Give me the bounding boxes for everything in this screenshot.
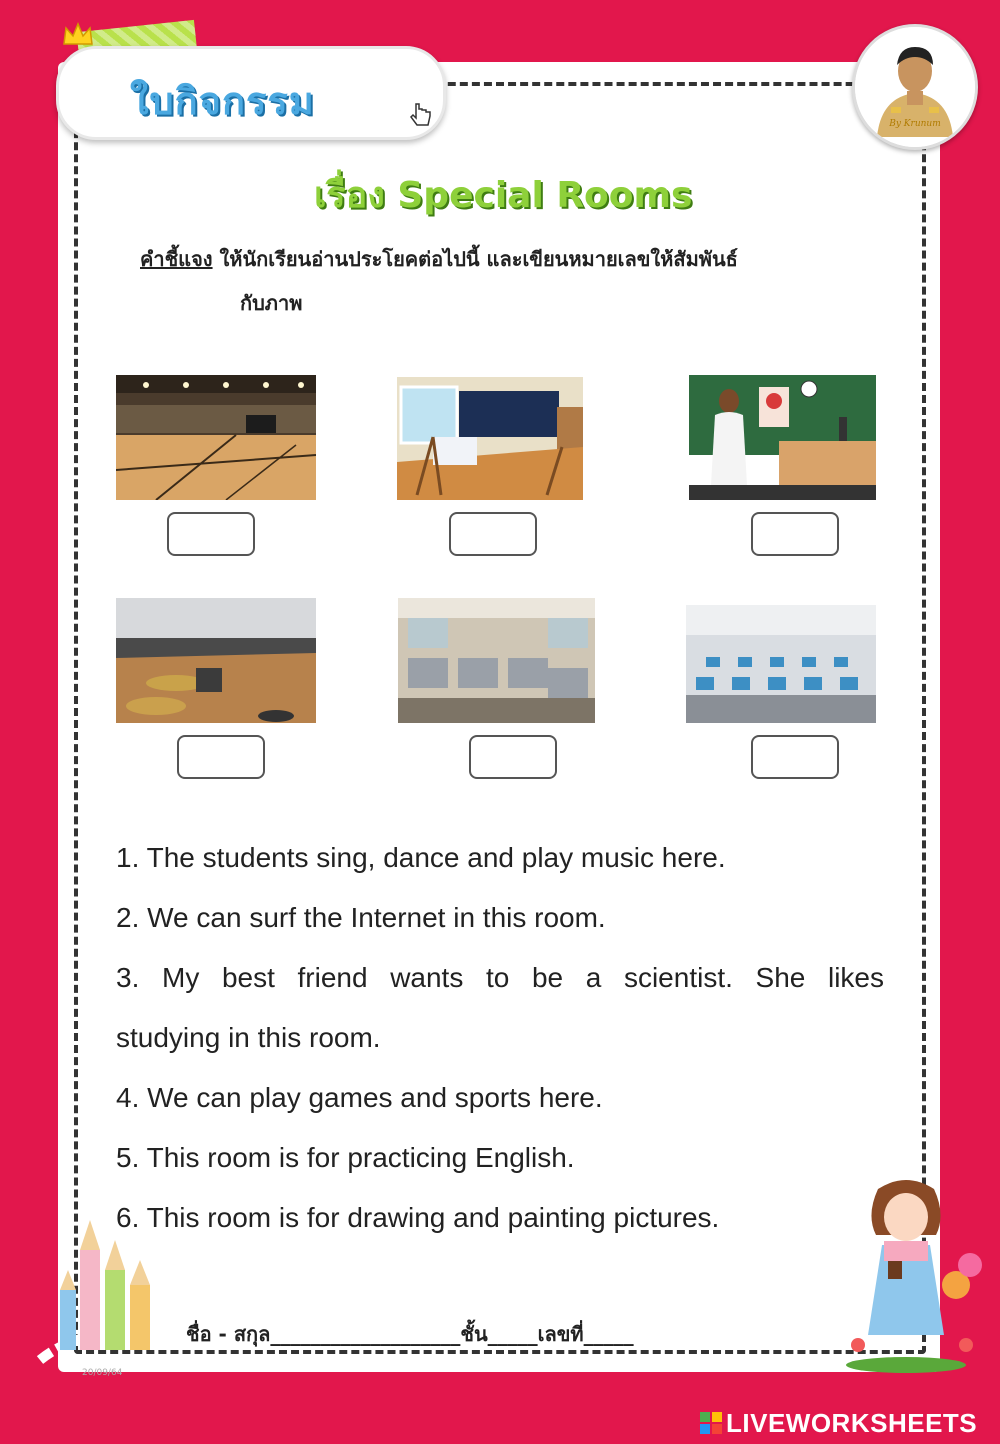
language-lab-photo	[398, 598, 595, 723]
answer-box-5[interactable]	[469, 735, 557, 779]
instructions	[140, 244, 860, 318]
answer-box-4[interactable]	[177, 735, 265, 779]
pencils-icon	[30, 1210, 180, 1380]
gymnasium-photo	[116, 375, 316, 500]
art-room-photo	[397, 377, 583, 500]
liveworksheets-brand: LIVEWORKSHEETS	[726, 1408, 978, 1438]
banner-title: ใบกิจกรรม	[130, 79, 315, 123]
teacher-portrait-icon	[855, 27, 975, 147]
instruction-label: คำชี้แจง	[140, 247, 213, 271]
name-class-number-line: ชื่อ - สกุล___________________ชั้น_____เลขที่_____	[186, 1322, 634, 1346]
datestamp: 20/09/64	[82, 1368, 123, 1378]
sentence-6: 6. This room is for drawing and painting pictures.	[116, 1202, 720, 1233]
science-lab-photo	[689, 375, 876, 500]
subject-title: เรื่อง Special Rooms	[314, 175, 693, 216]
sentence-4: 4. We can play games and sports here.	[116, 1082, 603, 1113]
sentence-1: 1. The students sing, dance and play music here.	[116, 842, 726, 873]
instruction-text-line2: กับภาพ	[240, 291, 303, 315]
avatar-caption: By Krunum	[889, 119, 941, 129]
instruction-text: ให้นักเรียนอ่านประโยคต่อไปนี้ และเขียนหมายเลขให้สัมพันธ์	[219, 247, 738, 271]
sentence-5: 5. This room is for practicing English.	[116, 1142, 575, 1173]
computer-room-photo	[686, 605, 876, 723]
music-room-photo	[116, 598, 316, 723]
answer-box-1[interactable]	[167, 512, 255, 556]
answer-box-6[interactable]	[751, 735, 839, 779]
teacher-avatar	[852, 24, 978, 150]
liveworksheets-logo-icon	[700, 1412, 722, 1434]
hand-cursor-icon	[406, 100, 436, 130]
girl-character-icon	[836, 1175, 996, 1375]
answer-box-3[interactable]	[751, 512, 839, 556]
sentence-3: 3. My best friend wants to be a scientist. She likes	[116, 962, 884, 993]
answer-box-2[interactable]	[449, 512, 537, 556]
sentence-list	[116, 838, 884, 1258]
sentence-2: 2. We can surf the Internet in this room.	[116, 902, 606, 933]
crown-icon	[62, 20, 94, 48]
sentence-3-continued: studying in this room.	[116, 1022, 381, 1053]
